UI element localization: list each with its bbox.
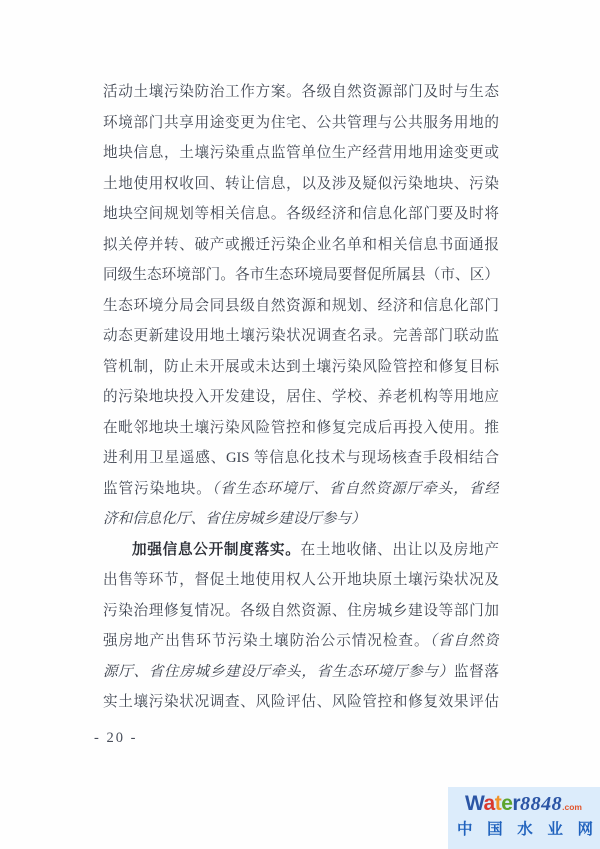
text-segment-normal: 在毗邻地块土壤污染风险管控和修复完成后再投入使用。推 [103,419,499,436]
text-segment-normal: 地块空间规划等相关信息。各级经济和信息化部门要及时将 [103,206,499,222]
body-text [103,77,499,718]
water8848-logo [465,791,582,820]
subtitle-char: 水 [517,821,533,838]
text-segment-normal: 地块信息，土壤污染重点监管单位生产经营用地用途变更或 [103,145,499,161]
text-segment-normal: 生态环境分局会同县级自然资源和规划、经济和信息化部门 [103,297,499,314]
water8848-watermark[interactable] [448,787,600,849]
text-segment-normal: 拟关停并转、破产或搬迁污染企业名单和相关信息书面通报 [103,236,499,253]
water-wordmark [465,792,520,815]
text-line [103,169,499,200]
text-segment-normal: 土地使用权收回、转让信息，以及涉及疑似污染地块、污染 [103,175,499,192]
text-segment-kaiti: （省自然资 [429,633,499,649]
subtitle-char: 网 [577,821,593,838]
subtitle-char: 业 [547,821,563,838]
text-segment-kaiti: （省生态环境厅、省自然资源厅牵头，省经 [211,480,499,497]
brand-letter: t [494,792,502,815]
text-line [103,352,499,383]
text-line [103,291,499,322]
text-segment-kaiti: 源厅、省住房城乡建设厅牵头，省生态环境厅参与） [103,663,454,680]
text-segment-normal: 实土壤污染状况调查、风险评估、风险管控和修复效果评估 [103,694,499,710]
text-line [103,535,499,566]
text-line [103,199,499,230]
text-line [103,626,499,657]
text-line [103,565,499,596]
text-segment-normal: 管机制，防止未开展或未达到土壤污染风险管控和修复目标 [103,358,499,375]
text-segment-normal: 监管污染地块。 [103,480,212,497]
text-segment-normal: 的污染地块投入开发建设，居住、学校、养老机构等用地应 [103,389,499,405]
text-segment-normal: 出售等环节，督促土地使用权人公开地块原土壤污染状况及 [103,572,499,588]
text-segment-normal: 在土地收储、出让以及房地产 [300,541,499,558]
text-segment-bold: 加强信息公开制度落实。 [132,541,301,558]
brand-letter: a [483,792,495,815]
text-segment-normal: 监督落 [453,663,499,680]
text-segment-normal: 同级生态环境部门。各市生态环境局要督促所属县（市、区） [103,267,499,283]
text-line [103,321,499,352]
text-segment-normal: 环境部门共享用途变更为住宅、公共管理与公共服务用地的 [103,114,499,131]
text-segment-normal: 动态更新建设用地土壤污染状况调查名录。完善部门联动监 [103,328,499,344]
subtitle-char: 国 [487,821,503,838]
brand-number: 8848 [520,793,563,815]
text-segment-normal: 强房地产出售环节污染土壤防治公示情况检查。 [103,633,430,649]
text-line [103,687,499,718]
text-line [103,108,499,139]
text-line [103,77,499,108]
text-segment-normal: 污染治理修复情况。各级自然资源、住房城乡建设等部门加 [103,602,499,619]
text-line [103,413,499,444]
text-segment-normal: 进利用卫星遥感、GIS 等信息化技术与现场核查手段相结合 [103,450,499,466]
text-line [103,443,499,474]
text-segment-kaiti: 济和信息化厅、省住房城乡建设厅参与） [103,511,366,527]
brand-letter: W [465,792,484,815]
text-line [103,230,499,261]
brand-letter: r [512,792,521,815]
watermark-subtitle [457,820,593,840]
text-line [103,260,499,291]
brand-tld: .com [562,802,582,812]
brand-letter: e [501,792,513,815]
text-line [103,138,499,169]
text-segment-normal: 活动土壤污染防治工作方案。各级自然资源部门及时与生态 [103,84,499,100]
text-line [103,504,499,535]
text-line [103,657,499,688]
text-line [103,474,499,505]
page-number: - 20 - [94,730,138,746]
text-line [103,596,499,627]
subtitle-char: 中 [457,821,473,838]
text-line [103,382,499,413]
